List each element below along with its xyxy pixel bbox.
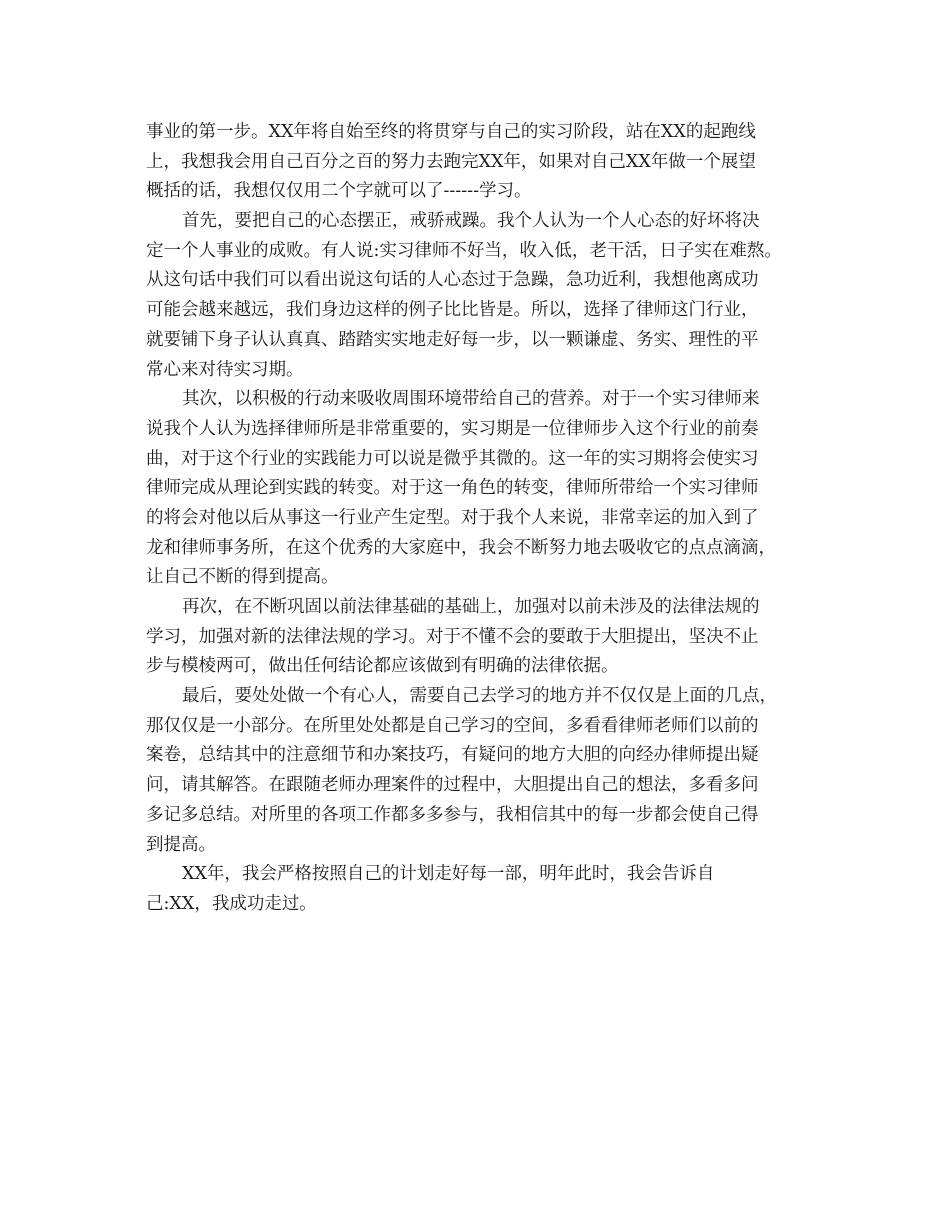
text-line: 可能会越来越远，我们身边这样的例子比比皆是。所以，选择了律师这门行业， bbox=[146, 300, 759, 321]
text-line: 那仅仅是一小部分。在所里处处都是自己学习的空间，多看看律师老师们以前的 bbox=[146, 715, 759, 736]
text-line: 说我个人认为选择律师所是非常重要的，实习期是一位律师步入这个行业的前奏 bbox=[146, 418, 759, 439]
paragraph-start-line: XX年，我会严格按照自己的计划走好每一部，明年此时，我会告诉自 bbox=[182, 864, 715, 885]
document-body bbox=[146, 118, 816, 920]
paragraph-start-line: 首先，要把自己的心态摆正，戒骄戒躁。我个人认为一个人心态的好坏将决 bbox=[182, 211, 760, 232]
text-line: 龙和律师事务所，在这个优秀的大家庭中，我会不断努力地去吸收它的点点滴滴， bbox=[146, 537, 776, 558]
text-line: 学习，加强对新的法律法规的学习。对于不懂不会的要敢于大胆提出，坚决不止 bbox=[146, 626, 759, 647]
text-line: 事业的第一步。XX年将自始至终的将贯穿与自己的实习阶段，站在XX的起跑线 bbox=[146, 122, 756, 142]
text-line: 常心来对待实习期。 bbox=[146, 359, 304, 380]
text-line: 就要铺下身子认认真真、踏踏实实地走好每一步，以一颗谦虚、务实、理性的平 bbox=[146, 329, 759, 350]
text-line: 曲，对于这个行业的实践能力可以说是微乎其微的。这一年的实习期将会使实习 bbox=[146, 448, 759, 469]
text-line: 案卷，总结其中的注意细节和办案技巧，有疑问的地方大胆的向经办律师提出疑 bbox=[146, 745, 759, 766]
text-line: 让自己不断的得到提高。 bbox=[146, 567, 339, 588]
text-line: 律师完成从理论到实践的转变。对于这一角色的转变，律师所带给一个实习律师 bbox=[146, 478, 759, 499]
text-line: 步与模棱两可，做出任何结论都应该做到有明确的法律依据。 bbox=[146, 656, 619, 677]
text-line: 到提高。 bbox=[146, 834, 216, 855]
paragraph-start-line: 再次，在不断巩固以前法律基础的基础上，加强对以前未涉及的法律法规的 bbox=[182, 597, 760, 617]
text-line: 从这句话中我们可以看出说这句话的人心态过于急躁，急功近利，我想他离成功 bbox=[146, 270, 759, 291]
text-line: 概括的话，我想仅仅用二个字就可以了------学习。 bbox=[146, 181, 532, 202]
text-line: 己:XX，我成功走过。 bbox=[146, 893, 317, 914]
text-line: 问，请其解答。在跟随老师办理案件的过程中，大胆提出自己的想法，多看多问 bbox=[146, 775, 759, 796]
paragraph-start-line: 其次，以积极的行动来吸收周围环境带给自己的营养。对于一个实习律师来 bbox=[182, 389, 760, 410]
text-line: 定一个人事业的成败。有人说:实习律师不好当，收入低，老干活，日子实在难熬。 bbox=[146, 240, 782, 261]
paragraph-start-line: 最后，要处处做一个有心人，需要自己去学习的地方并不仅仅是上面的几点， bbox=[182, 686, 777, 707]
text-line: 上，我想我会用自己百分之百的努力去跑完XX年，如果对自己XX年做一个展望 bbox=[146, 151, 756, 172]
text-line: 的将会对他以后从事这一行业产生定型。对于我个人来说，非常幸运的加入到了 bbox=[146, 507, 759, 528]
text-line: 多记多总结。对所里的各项工作都多多参与，我相信其中的每一步都会使自己得 bbox=[146, 804, 759, 825]
